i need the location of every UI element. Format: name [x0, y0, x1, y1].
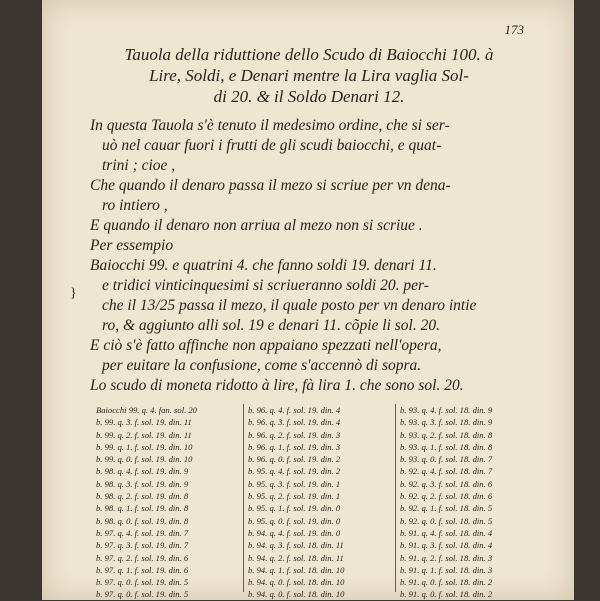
table-row: b. 92. q. 3. f. sol. 18. din. 6	[400, 478, 493, 489]
body-line: che il 13/25 passa il mezo, il quale posto per vn denaro intie	[102, 297, 477, 314]
body-line: Baiocchi 99. e quatrini 4. che fanno soldi 19. denari 11.	[90, 257, 437, 274]
table-row: b. 98. q. 3. f. sol. 19. din. 9	[96, 478, 189, 489]
body-line: e tridici vinticinquesimi si scriueranno soldi 20. per-	[102, 277, 429, 294]
body-line: In questa Tauola s'è tenuto il medesimo ordine, che si ser-	[90, 117, 450, 134]
body-line: ro intiero ,	[102, 197, 168, 214]
title-line: Tauola della riduttione dello Scudo di Baiocchi 100. à	[124, 45, 494, 64]
table-row: b. 91. q. 0. f. sol. 18. din. 2	[400, 577, 493, 588]
table-row: Baiocchi 99. q. 4. fan. sol. 20	[96, 405, 197, 415]
table-row: b. 92. q. 1. f. sol. 18. din. 5	[400, 503, 493, 514]
table-row: b. 91. q. 0. f. sol. 18. din. 2	[400, 589, 493, 600]
table-row: b. 99. q. 0. f. sol. 19. din. 10	[96, 454, 193, 465]
table-row: b. 97. q. 4. f. sol. 19. din. 7	[96, 527, 189, 538]
table-row: b. 97. q. 3. f. sol. 19. din. 7	[96, 540, 189, 551]
page-number: 173	[504, 22, 524, 37]
table-row: b. 91. q. 1. f. sol. 18. din. 3	[400, 564, 493, 575]
body-line: trini ; cioe ,	[102, 157, 176, 174]
table-row: b. 91. q. 4. f. sol. 18. din. 4	[400, 527, 493, 538]
table-row: b. 93. q. 3. f. sol. 18. din. 9	[400, 417, 493, 428]
body-paragraph-2	[90, 176, 560, 396]
table-row: b. 93. q. 1. f. sol. 18. din. 8	[400, 441, 493, 452]
table-row: b. 92. q. 2. f. sol. 18. din. 6	[400, 491, 493, 502]
table-row: b. 97. q. 1. f. sol. 19. din. 6	[96, 564, 189, 575]
body-line: E ciò s'è fatto affinche non appaiano spezzati nell'opera,	[90, 337, 442, 354]
table-row: b. 93. q. 4. f. sol. 18. din. 9	[400, 405, 493, 415]
table-column-1	[92, 404, 243, 600]
table-row: b. 96. q. 3. f. sol. 19. din. 4	[248, 417, 341, 428]
table-row: b. 91. q. 2. f. sol. 18. din. 3	[400, 552, 493, 563]
body-line: Che quando il denaro passa il mezo si scriue per vn dena-	[90, 177, 451, 194]
table-row: b. 95. q. 2. f. sol. 19. din. 1	[248, 491, 341, 502]
table-row: b. 94. q. 4. f. sol. 19. din. 0	[248, 527, 341, 538]
body-line: Per essempio	[90, 237, 174, 254]
body-line: per euitare la confusione, come s'accennò di sopra.	[102, 357, 422, 374]
table-row: b. 99. q. 2. f. sol. 19. din. 11	[96, 429, 192, 440]
table-row: b. 98. q. 0. f. sol. 19. din. 8	[96, 515, 189, 526]
table-column-2	[243, 404, 395, 600]
body-line: Lo scudo di moneta ridotto à lire, fà lira 1. che sono sol. 20.	[90, 377, 464, 394]
table-row: b. 95. q. 0. f. sol. 19. din. 0	[248, 515, 341, 526]
table-row: b. 98. q. 4. f. sol. 19. din. 9	[96, 466, 189, 477]
table-row: b. 95. q. 3. f. sol. 19. din. 1	[248, 478, 341, 489]
title-line: di 20. & il Soldo Denari 12.	[213, 87, 405, 106]
table-column-3	[395, 404, 547, 600]
table-row: b. 96. q. 2. f. sol. 19. din. 3	[248, 429, 341, 440]
table-row: b. 96. q. 4. f. sol. 19. din. 4	[248, 405, 341, 415]
table-row: b. 96. q. 1. f. sol. 19. din. 3	[248, 441, 341, 452]
table-row: b. 99. q. 1. f. sol. 19. din. 10	[96, 441, 193, 452]
body-line: ro, & aggiunto alli sol. 19 e denari 11. cõpie li sol. 20.	[102, 317, 440, 334]
title-line: Lire, Soldi, e Denari mentre la Lira vaglia Sol-	[149, 66, 469, 85]
body-paragraph-1	[90, 116, 560, 176]
page-title	[84, 44, 534, 107]
table-row: b. 94. q. 2. f. sol. 18. din. 11	[248, 552, 344, 563]
table-row: b. 92. q. 0. f. sol. 18. din. 5	[400, 515, 493, 526]
table-row: b. 98. q. 1. f. sol. 19. din. 8	[96, 503, 189, 514]
table-row: b. 91. q. 3. f. sol. 18. din. 4	[400, 540, 493, 551]
table-row: b. 99. q. 3. f. sol. 19. din. 11	[96, 417, 192, 428]
table-row: b. 97. q. 0. f. sol. 19. din. 5	[96, 589, 189, 600]
body-line: E quando il denaro non arriua al mezo non si scriue .	[90, 217, 423, 234]
table-row: b. 92. q. 4. f. sol. 18. din. 7	[400, 466, 493, 477]
table-row: b. 95. q. 4. f. sol. 19. din. 2	[248, 466, 341, 477]
conversion-table	[92, 404, 547, 600]
margin-bracket: }	[70, 286, 77, 301]
table-row: b. 94. q. 0. f. sol. 18. din. 10	[248, 589, 345, 600]
table-row: b. 93. q. 2. f. sol. 18. din. 8	[400, 429, 493, 440]
table-row: b. 97. q. 0. f. sol. 19. din. 5	[96, 577, 189, 588]
table-row: b. 94. q. 3. f. sol. 18. din. 11	[248, 540, 344, 551]
table-row: b. 94. q. 1. f. sol. 18. din. 10	[248, 564, 345, 575]
table-row: b. 96. q. 0. f. sol. 19. din. 2	[248, 454, 341, 465]
table-row: b. 95. q. 1. f. sol. 19. din. 0	[248, 503, 341, 514]
book-page	[42, 0, 574, 600]
table-row: b. 94. q. 0. f. sol. 18. din. 10	[248, 577, 345, 588]
body-line: uò nel cauar fuori i frutti de gli scudi baiocchi, e quat-	[102, 137, 442, 154]
table-row: b. 98. q. 2. f. sol. 19. din. 8	[96, 491, 189, 502]
table-row: b. 93. q. 0. f. sol. 18. din. 7	[400, 454, 493, 465]
table-row: b. 97. q. 2. f. sol. 19. din. 6	[96, 552, 189, 563]
